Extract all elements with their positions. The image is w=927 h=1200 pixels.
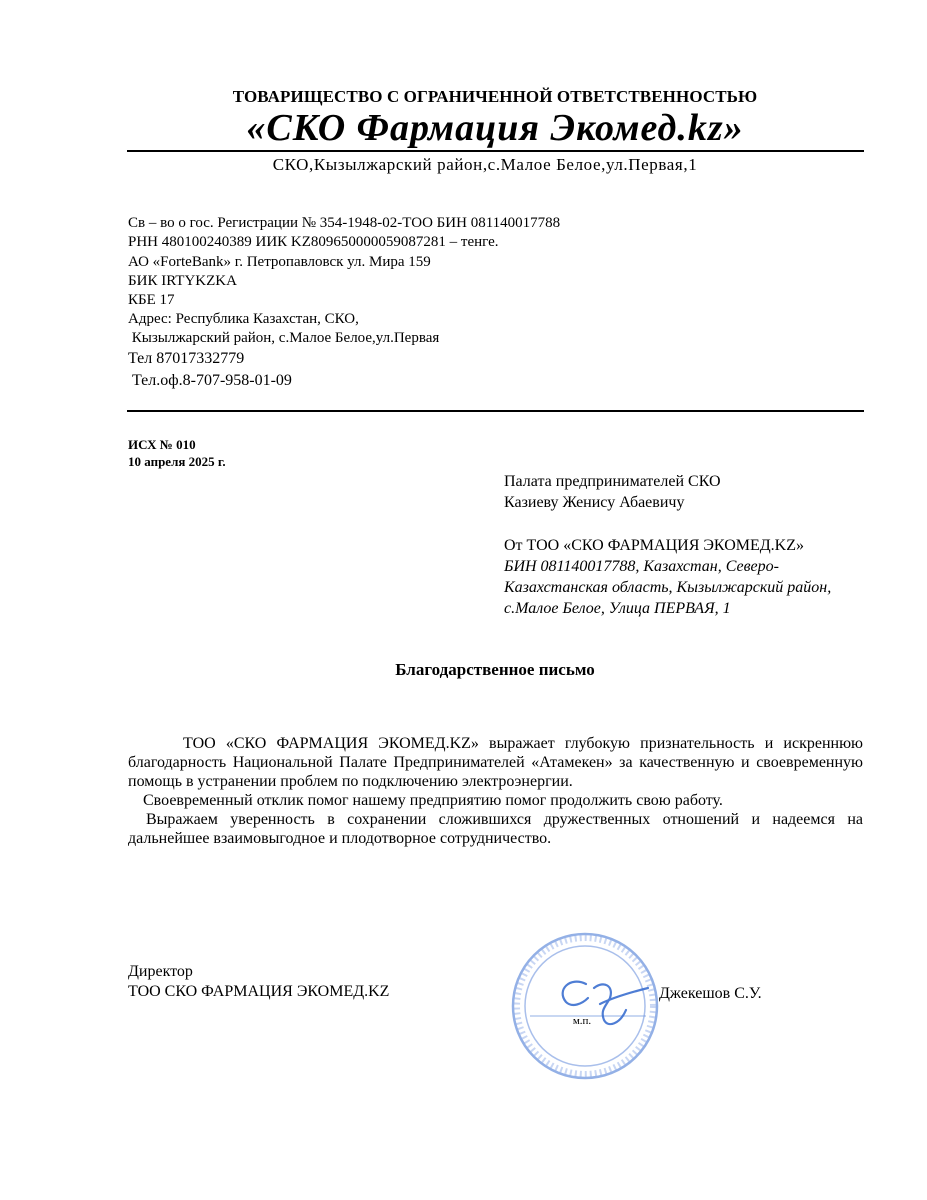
header-divider <box>127 150 864 152</box>
outgoing-date: 10 апреля 2025 г. <box>128 454 226 469</box>
requisite-rnn-iik: РНН 480100240389 ИИК KZ809650000059087281 – тенге. <box>128 234 499 250</box>
company-name-heading: «СКО Фармация Экомед.kz» <box>246 107 744 149</box>
company-legal-form: ТОВАРИЩЕСТВО С ОГРАНИЧЕННОЙ ОТВЕТСТВЕННОСТЬЮ <box>232 87 758 106</box>
requisite-address-2: Кызылжарский район, с.Малое Белое,ул.Первая <box>128 330 440 346</box>
letter-body <box>128 734 863 848</box>
signatory-block <box>128 962 389 1002</box>
signatory-org: ТОО СКО ФАРМАЦИЯ ЭКОМЕД.KZ <box>128 983 390 1000</box>
addressee-block <box>504 471 721 513</box>
requisite-kbe: КБЕ 17 <box>128 292 175 308</box>
requisites-divider <box>127 410 864 412</box>
body-paragraph-1: ТОО «СКО ФАРМАЦИЯ ЭКОМЕД.KZ» выражает глубокую признательность и искреннюю благодарность Национальной Палате Предпринимателей «Атамекен» за качественную и своевременную помощь в устранении проблем по подключению электроэнергии. <box>128 735 863 790</box>
addressee-person: Казиеву Женису Абаевичу <box>504 494 685 511</box>
body-paragraph-3: Выражаем уверенность в сохранении сложившихся дружественных отношений и надеемся на дальнейшее взаимовыгодное и плодотворное сотрудничество. <box>128 811 863 847</box>
requisite-office-phone: Тел.оф.8-707-958-01-09 <box>128 372 292 389</box>
company-stamp-icon <box>508 928 663 1083</box>
requisite-bank: АО «ForteBank» г. Петропавловск ул. Мира 159 <box>128 254 431 270</box>
stamp-mark-label: м.п. <box>572 1015 592 1027</box>
sender-block <box>504 535 849 619</box>
document-title: Благодарственное письмо <box>395 660 595 679</box>
company-address: СКО,Кызылжарский район,с.Малое Белое,ул.Первая,1 <box>272 155 698 174</box>
outgoing-number: ИСХ № 010 <box>128 437 196 452</box>
body-paragraph-2: Своевременный отклик помог нашему предприятию помог продолжить свою работу. <box>143 792 723 809</box>
sender-details: БИН 081140017788, Казахстан, Северо-Казахстанская область, Кызылжарский район, с.Малое Белое, Улица ПЕРВАЯ, 1 <box>504 558 832 617</box>
outgoing-reference <box>128 436 226 470</box>
signatory-name: Джекешов С.У. <box>659 985 762 1002</box>
requisite-phone: Тел 87017332779 <box>128 350 245 367</box>
sender-org: От ТОО «СКО ФАРМАЦИЯ ЭКОМЕД.KZ» <box>504 537 804 554</box>
addressee-org: Палата предпринимателей СКО <box>504 473 721 490</box>
signatory-position: Директор <box>128 963 193 980</box>
requisite-address-1: Адрес: Республика Казахстан, СКО, <box>128 311 359 327</box>
requisite-registration: Св – во о гос. Регистрации № 354-1948-02-ТОО БИН 081140017788 <box>128 215 561 231</box>
requisite-bik: БИК IRTYKZKA <box>128 273 237 289</box>
